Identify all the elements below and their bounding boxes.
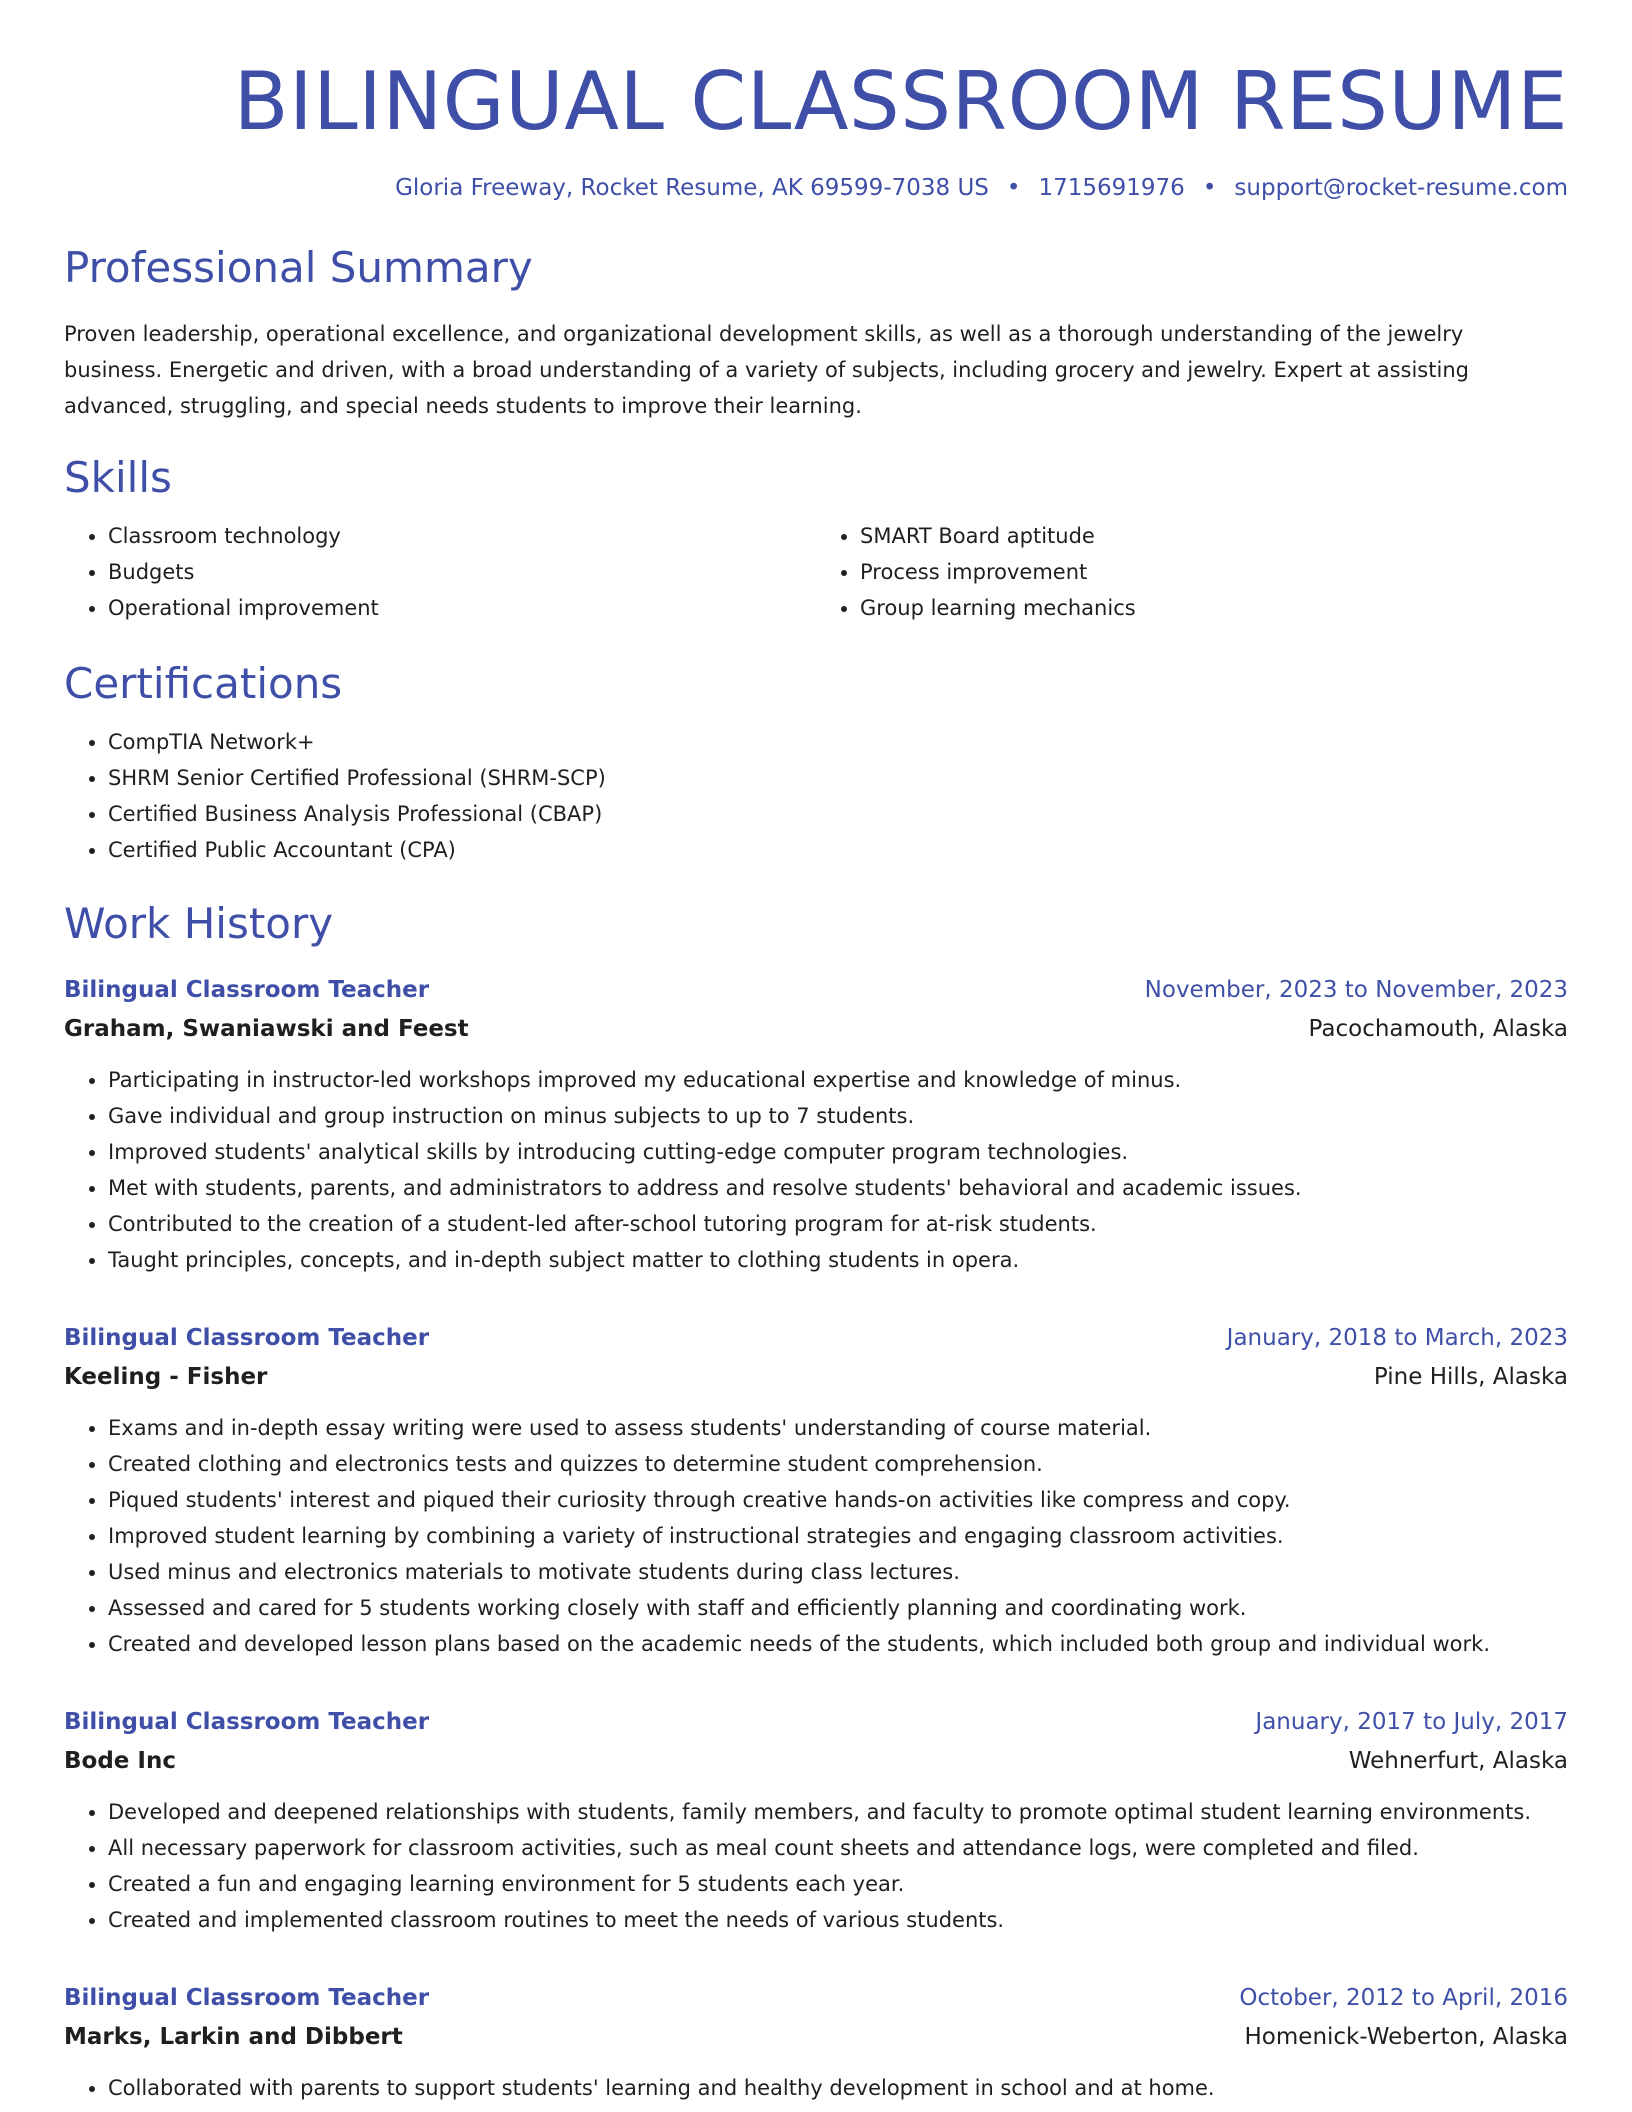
job-bullet-list <box>64 1410 1568 1662</box>
job-bullet: • Improved student learning by combining a variety of instructional strategies and engaging classroom activities. <box>108 1518 1568 1554</box>
skill-item: • Group learning mechanics <box>860 590 1568 626</box>
job-bullet: • Created clothing and electronics tests and quizzes to determine student comprehension. <box>108 1446 1568 1482</box>
job-entry <box>64 1978 1568 2106</box>
job-bullet: • Developed and deepened relationships with students, family members, and faculty to promote optimal student learning environments. <box>108 1794 1568 1830</box>
job-title: Bilingual Classroom Teacher <box>64 1985 430 2011</box>
skills-list-left <box>64 518 816 626</box>
certification-item: • CompTIA Network+ <box>108 724 1568 760</box>
job-entry <box>64 1318 1568 1662</box>
job-location: Homenick-Weberton, Alaska <box>1244 2024 1568 2050</box>
contact-email[interactable]: support@rocket-resume.com <box>1234 175 1568 201</box>
job-bullet: • Piqued students' interest and piqued their curiosity through creative hands-on activities like compress and copy. <box>108 1482 1568 1518</box>
job-bullet: • Met with students, parents, and administrators to address and resolve students' behavioral and academic issues. <box>108 1170 1568 1206</box>
skills-section <box>64 452 1568 626</box>
job-bullet-list <box>64 1794 1568 1938</box>
job-title: Bilingual Classroom Teacher <box>64 1325 430 1351</box>
section-heading-work-history: Work History <box>64 899 334 948</box>
job-bullet: • All necessary paperwork for classroom activities, such as meal count sheets and attendance logs, were completed and filed. <box>108 1830 1568 1866</box>
skill-item: • Budgets <box>108 554 816 590</box>
job-company: Marks, Larkin and Dibbert <box>64 2024 403 2050</box>
certification-item: • Certified Public Accountant (CPA) <box>108 832 1568 868</box>
contact-separator: • <box>1202 175 1217 201</box>
resume-title: BILINGUAL CLASSROOM RESUME <box>233 55 1568 148</box>
job-bullet: • Gave individual and group instruction on minus subjects to up to 7 students. <box>108 1098 1568 1134</box>
resume-page <box>64 0 1568 2106</box>
job-company: Graham, Swaniawski and Feest <box>64 1016 469 1042</box>
job-header-row <box>64 1318 1568 1358</box>
job-dates: November, 2023 to November, 2023 <box>1144 977 1568 1003</box>
contact-separator: • <box>1006 175 1021 201</box>
job-employer-row <box>64 1358 1568 1396</box>
section-heading-certifications: Certifications <box>64 659 343 708</box>
job-location: Pine Hills, Alaska <box>1373 1364 1568 1390</box>
job-title: Bilingual Classroom Teacher <box>64 1709 430 1735</box>
job-bullet-list <box>64 2070 1568 2106</box>
job-location: Pacochamouth, Alaska <box>1308 1016 1568 1042</box>
job-bullet: • Contributed to the creation of a student-led after-school tutoring program for at-risk students. <box>108 1206 1568 1242</box>
job-location: Wehnerfurt, Alaska <box>1348 1748 1568 1774</box>
job-bullet: • Created a fun and engaging learning environment for 5 students each year. <box>108 1866 1568 1902</box>
job-company: Keeling - Fisher <box>64 1364 268 1390</box>
certifications-section <box>64 658 1568 868</box>
contact-address: Gloria Freeway, Rocket Resume, AK 69599-7038 US <box>395 175 989 201</box>
job-employer-row <box>64 1742 1568 1780</box>
skill-item: • Classroom technology <box>108 518 816 554</box>
job-bullet-list <box>64 1062 1568 1278</box>
job-employer-row <box>64 2018 1568 2056</box>
job-entry <box>64 1702 1568 1938</box>
job-bullet: • Assessed and cared for 5 students working closely with staff and efficiently planning and coordinating work. <box>108 1590 1568 1626</box>
job-bullet: • Participating in instructor-led workshops improved my educational expertise and knowledge of minus. <box>108 1062 1568 1098</box>
job-dates: October, 2012 to April, 2016 <box>1239 1985 1568 2011</box>
certification-item: • SHRM Senior Certified Professional (SHRM-SCP) <box>108 760 1568 796</box>
job-dates: January, 2017 to July, 2017 <box>1255 1709 1568 1735</box>
job-bullet: • Created and developed lesson plans based on the academic needs of the students, which included both group and individual work. <box>108 1626 1568 1662</box>
job-bullet: • Used minus and electronics materials to motivate students during class lectures. <box>108 1554 1568 1590</box>
job-header-row <box>64 1978 1568 2018</box>
skill-item: • Operational improvement <box>108 590 816 626</box>
job-header-row <box>64 1702 1568 1742</box>
skills-grid <box>64 518 1568 626</box>
certification-item: • Certified Business Analysis Professional (CBAP) <box>108 796 1568 832</box>
skills-list-right <box>816 518 1568 626</box>
job-header-row <box>64 970 1568 1010</box>
job-bullet: • Collaborated with parents to support students' learning and healthy development in school and at home. <box>108 2070 1568 2106</box>
work-history-section <box>64 898 1568 2106</box>
contact-phone: 1715691976 <box>1038 175 1185 201</box>
skill-item: • SMART Board aptitude <box>860 518 1568 554</box>
summary-text: Proven leadership, operational excellence, and organizational development skills, as well as a thorough understanding of the jewelry business. Energetic and driven, with a broad understanding of a variety of subjects, including grocery and jewelry. Expert at assisting advanced, struggling, and special needs students to improve their learning. <box>64 322 1469 418</box>
skill-item: • Process improvement <box>860 554 1568 590</box>
section-heading-summary: Professional Summary <box>64 243 533 292</box>
certifications-list <box>64 724 1568 868</box>
job-dates: January, 2018 to March, 2023 <box>1226 1325 1568 1351</box>
professional-summary-section <box>64 242 1568 424</box>
job-bullet: • Improved students' analytical skills by introducing cutting-edge computer program technologies. <box>108 1134 1568 1170</box>
job-company: Bode Inc <box>64 1748 176 1774</box>
job-bullet: • Taught principles, concepts, and in-depth subject matter to clothing students in opera. <box>108 1242 1568 1278</box>
job-bullet: • Exams and in-depth essay writing were used to assess students' understanding of course material. <box>108 1410 1568 1446</box>
job-entry <box>64 970 1568 1278</box>
contact-line <box>64 172 1568 204</box>
job-title: Bilingual Classroom Teacher <box>64 977 430 1003</box>
section-heading-skills: Skills <box>64 453 172 502</box>
job-employer-row <box>64 1010 1568 1048</box>
job-bullet: • Created and implemented classroom routines to meet the needs of various students. <box>108 1902 1568 1938</box>
